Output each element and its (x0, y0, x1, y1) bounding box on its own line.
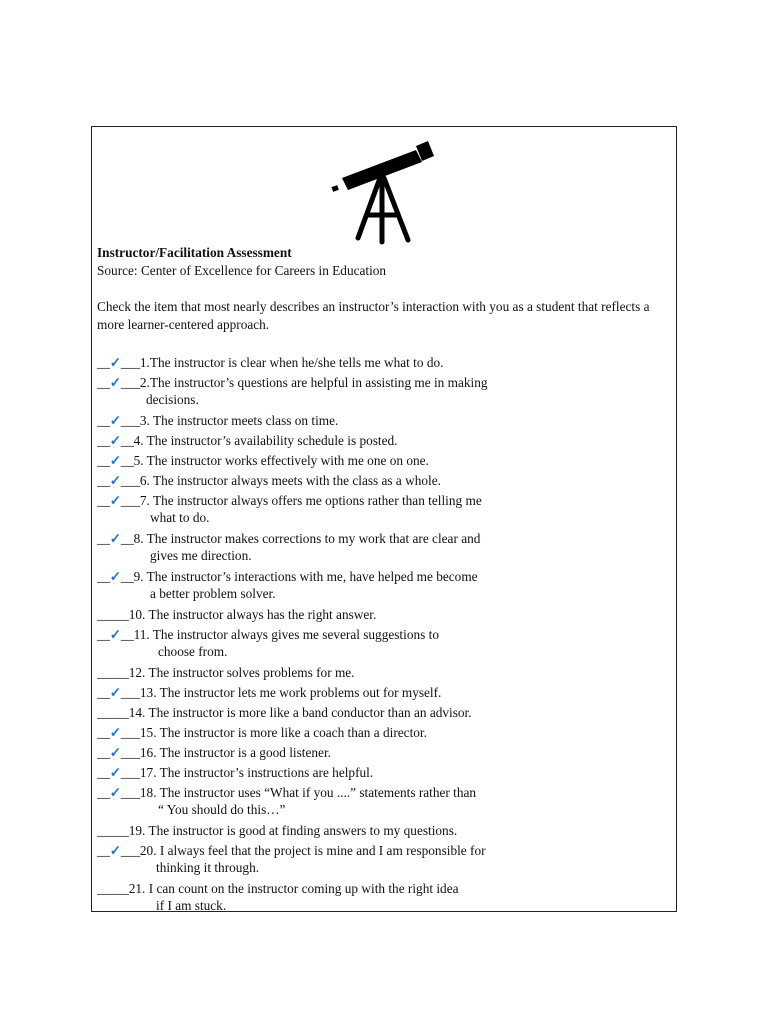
assessment-form (97, 244, 673, 917)
checkmark-icon[interactable]: ✓ (109, 627, 121, 642)
assessment-item-line (97, 663, 673, 682)
answer-blank-tail: ___ (120, 785, 140, 800)
assessment-item-continuation: what to do. (150, 510, 210, 525)
assessment-item-text: 5. The instructor works effectively with me one on one. (133, 453, 429, 468)
assessment-item-line (97, 783, 673, 802)
answer-blank-tail: ___ (120, 493, 140, 508)
assessment-item (97, 703, 673, 723)
assessment-item (97, 373, 673, 411)
answer-blank-tail: ___ (120, 765, 140, 780)
assessment-item (97, 663, 673, 683)
answer-blank-tail: __ (120, 453, 134, 468)
assessment-item (97, 821, 673, 841)
document-title: Instructor/Facilitation Assessment (97, 245, 292, 260)
assessment-item-text: 15. The instructor is more like a coach than a director. (139, 725, 427, 740)
assessment-item-text: 9. The instructor’s interactions with me, have helped me become (133, 569, 478, 584)
answer-blank[interactable]: __ (97, 375, 110, 390)
answer-blank[interactable]: __ (97, 765, 110, 780)
assessment-item-line (97, 411, 673, 430)
assessment-item-text: 6. The instructor always meets with the class as a whole. (139, 473, 441, 488)
answer-blank[interactable]: _____ (97, 665, 129, 680)
assessment-item-line (97, 841, 673, 860)
telescope-tripod (358, 178, 408, 242)
assessment-item (97, 491, 673, 529)
answer-blank[interactable]: __ (97, 725, 110, 740)
assessment-item-line (97, 471, 673, 490)
assessment-item-line (97, 703, 673, 722)
answer-blank-tail: ___ (120, 375, 140, 390)
assessment-item-continuation: if I am stuck. (156, 898, 227, 913)
assessment-item-line (97, 683, 673, 702)
assessment-item (97, 471, 673, 491)
checkmark-icon[interactable]: ✓ (109, 453, 121, 468)
assessment-item (97, 353, 673, 373)
checkmark-icon[interactable]: ✓ (109, 725, 121, 740)
answer-blank[interactable]: _____ (97, 607, 129, 622)
assessment-item-continuation: thinking it through. (156, 860, 260, 875)
assessment-item (97, 625, 673, 663)
answer-blank-tail: ___ (120, 355, 140, 370)
assessment-item-text: 19. The instructor is good at finding answers to my questions. (128, 823, 458, 838)
checkmark-icon[interactable]: ✓ (109, 413, 121, 428)
assessment-item-text: 14. The instructor is more like a band conductor than an advisor. (128, 705, 472, 720)
assessment-item-text: 21. I can count on the instructor coming up with the right idea (128, 881, 459, 896)
assessment-item-text: 16. The instructor is a good listener. (139, 745, 331, 760)
assessment-item-text: 10. The instructor always has the right answer. (128, 607, 377, 622)
assessment-item (97, 567, 673, 605)
checkmark-icon[interactable]: ✓ (109, 569, 121, 584)
assessment-item (97, 451, 673, 471)
answer-blank[interactable]: __ (97, 413, 110, 428)
assessment-item (97, 841, 673, 879)
checkmark-icon[interactable]: ✓ (109, 765, 121, 780)
assessment-item-continuation: gives me direction. (150, 548, 252, 563)
assessment-item (97, 529, 673, 567)
answer-blank-tail: ___ (120, 473, 140, 488)
assessment-item-continuation: decisions. (146, 392, 199, 407)
assessment-item (97, 763, 673, 783)
answer-blank[interactable]: __ (97, 843, 110, 858)
answer-blank-tail: ___ (120, 685, 140, 700)
document-source: Source: Center of Excellence for Careers in Education (97, 263, 387, 278)
answer-blank[interactable]: __ (97, 473, 110, 488)
checkmark-icon[interactable]: ✓ (109, 745, 121, 760)
assessment-item (97, 605, 673, 625)
checkmark-icon[interactable]: ✓ (109, 433, 121, 448)
answer-blank[interactable]: __ (97, 627, 110, 642)
assessment-item (97, 683, 673, 703)
assessment-item-text: 11. The instructor always gives me several suggestions to (133, 627, 439, 642)
answer-blank-tail: __ (120, 433, 134, 448)
assessment-item-line (97, 723, 673, 742)
assessment-item-continuation: a better problem solver. (150, 586, 276, 601)
assessment-item-line (97, 743, 673, 762)
assessment-item-line (97, 821, 673, 840)
answer-blank[interactable]: __ (97, 493, 110, 508)
assessment-item (97, 411, 673, 431)
checkmark-icon[interactable]: ✓ (109, 531, 121, 546)
assessment-item-line (97, 625, 673, 644)
assessment-item-line (97, 373, 673, 392)
assessment-item-text: 12. The instructor solves problems for me. (128, 665, 355, 680)
assessment-item-text: 17. The instructor’s instructions are helpful. (139, 765, 374, 780)
assessment-item-continuation: “ You should do this…” (158, 802, 286, 817)
assessment-item-line (97, 353, 673, 372)
checkmark-icon[interactable]: ✓ (109, 355, 121, 370)
assessment-item (97, 743, 673, 763)
assessment-item-line (97, 431, 673, 450)
answer-blank-tail: ___ (120, 413, 140, 428)
answer-blank[interactable]: _____ (97, 881, 129, 896)
answer-blank[interactable]: _____ (97, 705, 129, 720)
checkmark-icon[interactable]: ✓ (109, 375, 121, 390)
assessment-item-line (97, 879, 673, 898)
assessment-item-text: 3. The instructor meets class on time. (139, 413, 339, 428)
checkmark-icon[interactable]: ✓ (109, 493, 121, 508)
checkmark-icon[interactable]: ✓ (109, 843, 121, 858)
assessment-item-text: 8. The instructor makes corrections to my work that are clear and (133, 531, 481, 546)
assessment-item-text: 4. The instructor’s availability schedule is posted. (133, 433, 398, 448)
assessment-item-text: 7. The instructor always offers me options rather than telling me (139, 493, 482, 508)
answer-blank[interactable]: __ (97, 453, 110, 468)
assessment-item (97, 723, 673, 743)
assessment-item-line (97, 567, 673, 586)
answer-blank[interactable]: __ (97, 355, 110, 370)
assessment-item-continuation: choose from. (158, 644, 228, 659)
assessment-item-text: 20. I always feel that the project is mine and I am responsible for (139, 843, 486, 858)
assessment-item-line (97, 451, 673, 470)
answer-blank-tail: __ (120, 627, 134, 642)
assessment-item (97, 783, 673, 821)
answer-blank-tail: __ (120, 531, 134, 546)
answer-blank-tail: __ (120, 569, 134, 584)
checkmark-icon[interactable]: ✓ (109, 785, 121, 800)
assessment-item-line (97, 529, 673, 548)
answer-blank[interactable]: __ (97, 685, 110, 700)
answer-blank[interactable]: __ (97, 745, 110, 760)
assessment-item-line (97, 763, 673, 782)
answer-blank[interactable]: _____ (97, 823, 129, 838)
assessment-item (97, 879, 673, 917)
assessment-item (97, 431, 673, 451)
assessment-item-line (97, 605, 673, 624)
document-instructions: Check the item that most nearly describes an instructor’s interaction with you as a student that reflects a more learner-centered approach. (97, 299, 650, 332)
answer-blank[interactable]: __ (97, 433, 110, 448)
telescope-eyepiece (331, 185, 338, 192)
answer-blank-tail: ___ (120, 843, 140, 858)
answer-blank[interactable]: __ (97, 569, 110, 584)
answer-blank-tail: ___ (120, 725, 140, 740)
assessment-item-text: 2.The instructor’s questions are helpful in assisting me in making (139, 375, 488, 390)
assessment-item-line (97, 491, 673, 510)
answer-blank[interactable]: __ (97, 785, 110, 800)
assessment-item-text: 18. The instructor uses “What if you ....” statements rather than (139, 785, 477, 800)
assessment-item-text: 1.The instructor is clear when he/she tells me what to do. (139, 355, 444, 370)
answer-blank[interactable]: __ (97, 531, 110, 546)
assessment-item-text: 13. The instructor lets me work problems out for myself. (139, 685, 442, 700)
telescope-icon (330, 138, 436, 246)
checkmark-icon[interactable]: ✓ (109, 685, 121, 700)
assessment-item-list (97, 353, 673, 917)
answer-blank-tail: ___ (120, 745, 140, 760)
checkmark-icon[interactable]: ✓ (109, 473, 121, 488)
